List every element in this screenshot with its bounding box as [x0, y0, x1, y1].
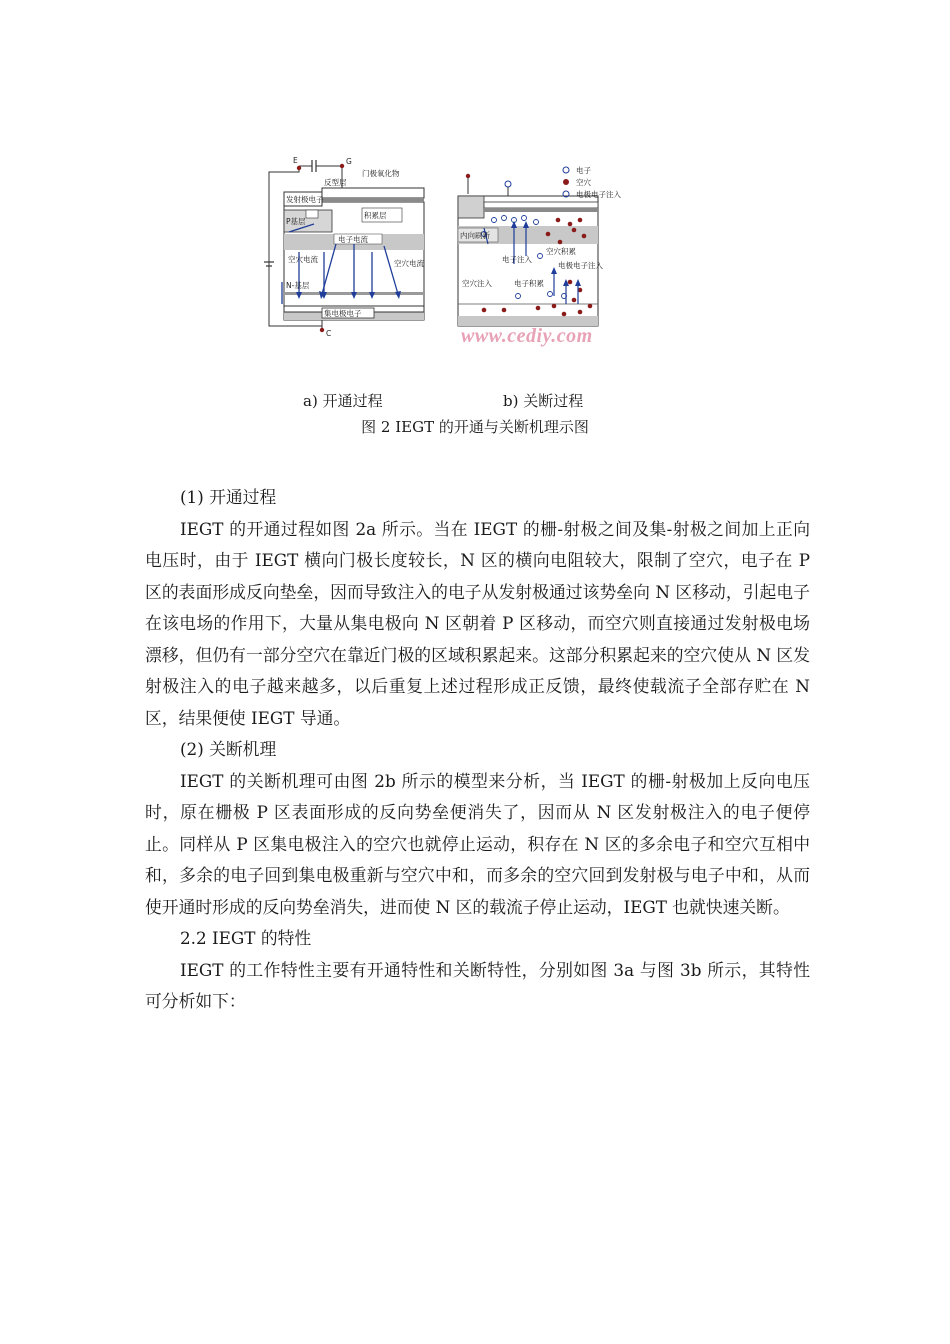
figure-title: 图 2 IEGT 的开通与关断机理示图 [361, 418, 589, 436]
label-inward-shift: 内向刷新 [460, 231, 490, 240]
turn-on-diagram [264, 154, 429, 354]
label-hole-current-left: 空穴电流 [288, 255, 318, 264]
legend-electrode-injection: 电极电子注入 [576, 190, 621, 199]
paragraph-turn-off: IEGT 的关断机理可由图 2b 所示的模型来分析，当 IEGT 的栅-射极加上反向电压时，原在栅极 P 区表面形成的反向势垒便消失了，因而从 N 区发射极注入的电子便停止。同样从 P 区集电极注入的空穴也就停止运动，积存在 N 区的多余电子和空穴互相中和，多余的电子回到集电极重新与空穴中和，而多余的空穴回到发射极与电子中和，从而使开通时形成的反向势垒消失，进而使 N 区的载流子停止运动，IEGT 也就快速关断。 [145, 770, 810, 917]
heading-turn-off: (2) 关断机理 [180, 739, 277, 759]
gate-terminal [340, 164, 344, 168]
watermark: www.cediy.com [461, 325, 593, 347]
label-electron-accumulation: 电子积累 [514, 279, 544, 288]
label-gate-oxide: 门极氧化物 [362, 169, 400, 178]
label-emitter-electron: 发射极电子 [286, 195, 324, 204]
heading-turn-on: (1) 开通过程 [180, 487, 277, 507]
label-electron-injection-top: 电子注入 [502, 255, 532, 264]
label-hole-accumulation: 空穴积累 [546, 247, 576, 256]
label-c: C [326, 329, 332, 338]
label-hole-injection: 空穴注入 [462, 279, 492, 288]
legend-hole-icon [563, 179, 569, 185]
label-hole-current-right: 空穴电流 [394, 259, 424, 268]
gate-electrode [322, 188, 424, 198]
label-p-base: P基层 [286, 217, 306, 226]
figure-captions [0, 390, 950, 414]
label-electron-current: 电子电流 [338, 235, 368, 244]
label-accumulation: 积累层 [364, 211, 387, 220]
paragraph-characteristics: IEGT 的工作特性主要有开通特性和关断特性，分别如图 3a 与图 3b 所示，其特性可分析如下： [145, 959, 810, 1011]
label-collector-electron: 集电极电子 [324, 309, 362, 318]
label-inversion: 反型层 [324, 178, 347, 187]
legend-electron-icon [563, 167, 569, 173]
body-text [145, 482, 810, 1018]
heading-characteristics: 2.2 IEGT 的特性 [180, 928, 312, 948]
legend-electron: 电子 [576, 166, 591, 175]
collector-terminal [320, 328, 324, 332]
paragraph-turn-on: IEGT 的开通过程如图 2a 所示。当在 IEGT 的栅-射极之间及集-射极之间加上正向电压时，由于 IEGT 横向门极长度较长，N 区的横向电阻较大，限制了空穴，电子在 P 区的表面形成反向垫垒，因而导致注入的电子从发射极通过该势垒向 N 区移动，引起电子在该电场的作用下，大量从集电极向 N 区朝着 P 区移动，而空穴则直接通过发射极电场漂移，但仍有一部分空穴在靠近门极的区域积累起来。这部分积累起来的空穴使从 N 区发射极注入的电子越来越多，以后重复上述过程形成正反馈，最终使载流子全部存贮在 N 区，结果便使 IEGT 导通。 [145, 518, 810, 728]
caption-a: a) 开通过程 [303, 392, 383, 410]
label-g: G [346, 157, 352, 166]
label-e: E [293, 156, 298, 165]
legend-hole: 空穴 [576, 178, 591, 187]
caption-b: b) 关断过程 [503, 392, 584, 410]
emitter-terminal [297, 166, 301, 170]
label-n-base: N-基层 [286, 281, 310, 290]
turn-off-diagram [454, 164, 644, 344]
label-electrode-injection-mid: 电极电子注入 [558, 261, 603, 270]
